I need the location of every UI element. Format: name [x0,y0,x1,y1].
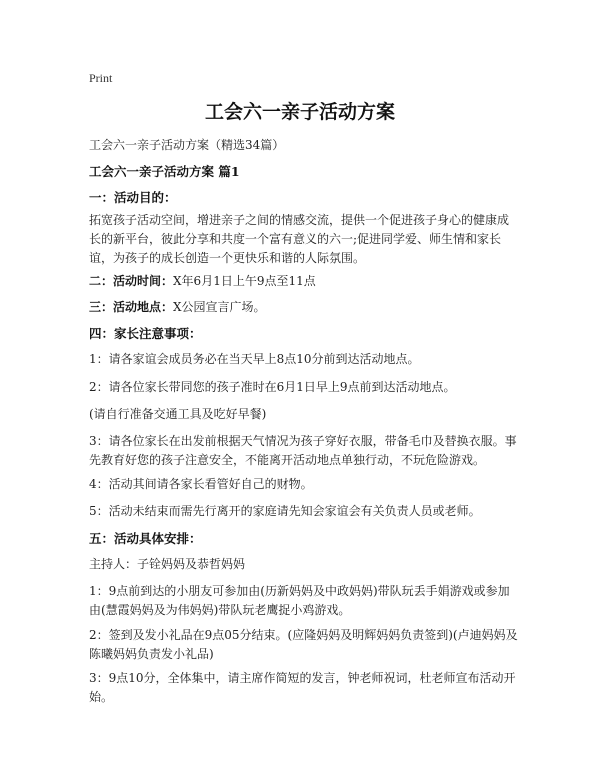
purpose-paragraph: 拓宽孩子活动空间，增进亲子之间的情感交流，提供一个促进孩子身心的健康成长的新平台，彼此分享和共度一个富有意义的六一;促进同学爱、师生情和家长谊，为孩子的成长创造一个更快乐和谐的人际氛围。 [89,213,510,265]
heading-plan: 五：活动具体安排： [89,531,202,546]
host-line: 主持人：子铨妈妈及恭哲妈妈 [89,557,246,571]
plan-item: 1：9点前到达的小朋友可参加由(历新妈妈及中政妈妈)带队玩丢手娟游戏或参加由(慧霞妈妈及为伟妈妈)带队玩老鹰捉小鸡游戏。 [89,584,510,617]
print-link[interactable]: Print [89,71,113,85]
note-item: 1：请各家谊会成员务必在当天早上8点10分前到达活动地点。 [89,352,420,366]
heading-notes: 四：家长注意事项： [89,326,202,341]
time-label: 二：活动时间： [89,274,174,288]
place-value: X公园宣言广场。 [173,300,266,314]
note-item: 4：活动其间请各家长看管好自己的财物。 [89,477,313,491]
time-line [89,272,519,291]
document-subtitle: 工会六一亲子活动方案（精选34篇） [89,138,285,152]
place-line [89,298,519,317]
plan-item: 2：签到及发小礼品在9点05分结束。(应隆妈妈及明辉妈妈负责签到)(卢迪妈妈及陈曦妈妈负责发小礼品) [89,628,518,661]
page-title: 工会六一亲子活动方案 [204,101,395,123]
section-title: 工会六一亲子活动方案 篇1 [89,164,240,179]
place-label: 三：活动地点： [89,300,174,314]
note-item: 2：请各位家长带同您的孩子准时在6月1日早上9点前到达活动地点。 [89,380,456,394]
note-item: (请自行准备交通工具及吃好早餐) [89,407,267,421]
note-item: 5：活动未结束而需先行离开的家庭请先知会家谊会有关负责人员或老师。 [89,504,481,518]
heading-purpose: 一：活动目的： [89,190,177,205]
time-value: X年6月1日上午9点至11点 [173,274,316,288]
plan-item: 3：9点10分，全体集中，请主席作简短的发言，钟老师祝词，杜老师宣布活动开始。 [89,671,516,704]
note-item: 3：请各位家长在出发前根据天气情况为孩子穿好衣服，带备毛巾及替换衣服。事先教育好您的孩子注意安全，不能离开活动地点单独行动，不玩危险游戏。 [89,434,517,467]
